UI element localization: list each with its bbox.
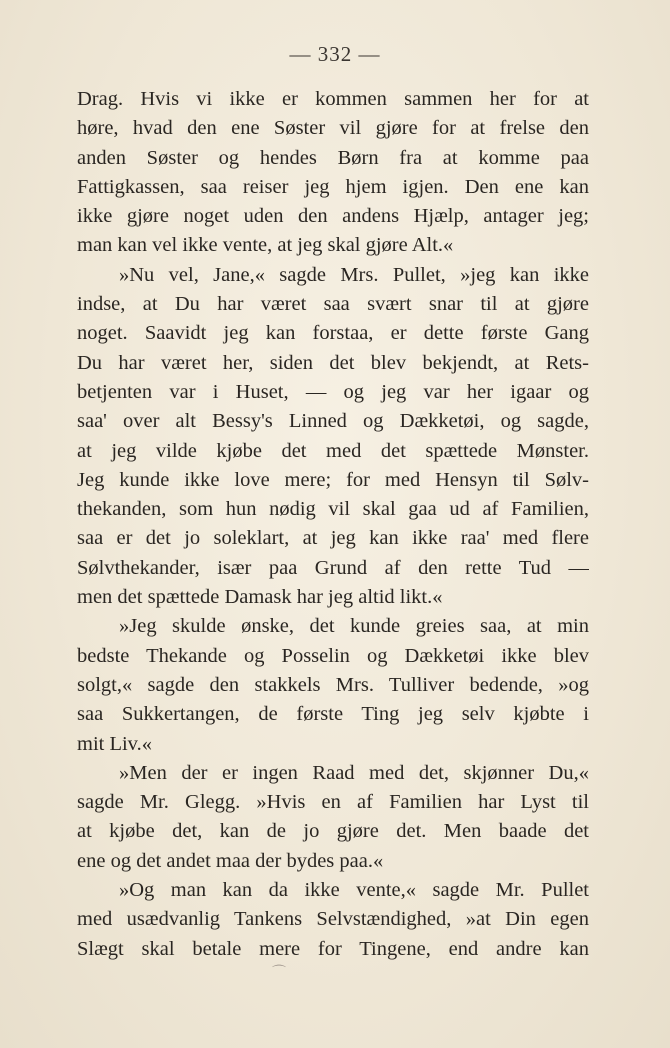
text-line: betjenten var i Huset, — og jeg var her igaar og [77,380,589,403]
text-line: bedste Thekande og Posselin og Dækketøi ikke blev [77,644,589,667]
text-line: saa Sukkertangen, de første Ting jeg selv kjøbte i [77,703,589,726]
text-line: med usædvanlig Tankens Selvstændighed, »at Din egen [77,908,589,931]
text-line: »Nu vel, Jane,« sagde Mrs. Pullet, »jeg kan ikke [119,263,589,286]
text-line: mit Liv.« [77,732,152,755]
text-line: Du har været her, siden det blev bekjendt, at Rets- [77,351,589,374]
page-number: — 332 — [289,42,381,66]
text-line: saa er det jo soleklart, at jeg kan ikke raa' med flere [77,527,589,550]
text-line: ikke gjøre noget uden den andens Hjælp, antager jeg; [77,205,589,228]
text-line: thekanden, som hun nødig vil skal gaa ud af Familien, [77,498,589,521]
stray-mark: ⌒ [272,966,286,981]
text-line: Jeg kunde ikke love mere; for med Hensyn til Sølv- [77,468,589,491]
text-line: at jeg vilde kjøbe det med det spættede Mønster. [77,439,589,462]
text-line: solgt,« sagde den stakkels Mrs. Tulliver bedende, »og [77,673,589,696]
text-line: »Men der er ingen Raad med det, skjønner Du,« [119,761,589,784]
text-line: noget. Saavidt jeg kan forstaa, er dette første Gang [77,322,589,345]
text-line: Drag. Hvis vi ikke er kommen sammen her for at [77,88,589,110]
text-line: at kjøbe det, kan de jo gjøre det. Men baade det [77,820,589,843]
text-line: Slægt skal betale mere for Tingene, end andre kan [77,937,589,960]
text-line: Fattigkassen, saa reiser jeg hjem igjen. Den ene kan [77,175,589,198]
text-line: man kan vel ikke vente, at jeg skal gjøre Alt.« [77,234,454,257]
text-line: ene og det andet maa der bydes paa.« [77,849,384,872]
text-line: saa' over alt Bessy's Linned og Dækketøi, og sagde, [77,410,589,433]
text-line: men det spættede Damask har jeg altid likt.« [77,586,443,609]
body-text [77,85,589,964]
text-line: Sølvthekander, især paa Grund af den rette Tud — [77,556,589,579]
text-line: »Jeg skulde ønske, det kunde greies saa, at min [119,615,589,638]
text-line: »Og man kan da ikke vente,« sagde Mr. Pullet [119,879,589,902]
text-line: sagde Mr. Glegg. »Hvis en af Familien har Lyst til [77,791,589,814]
text-line: indse, at Du har været saa svært snar til at gjøre [77,293,589,316]
text-line: høre, hvad den ene Søster vil gjøre for at frelse den [77,117,589,140]
text-line: anden Søster og hendes Børn fra at komme paa [77,146,589,169]
